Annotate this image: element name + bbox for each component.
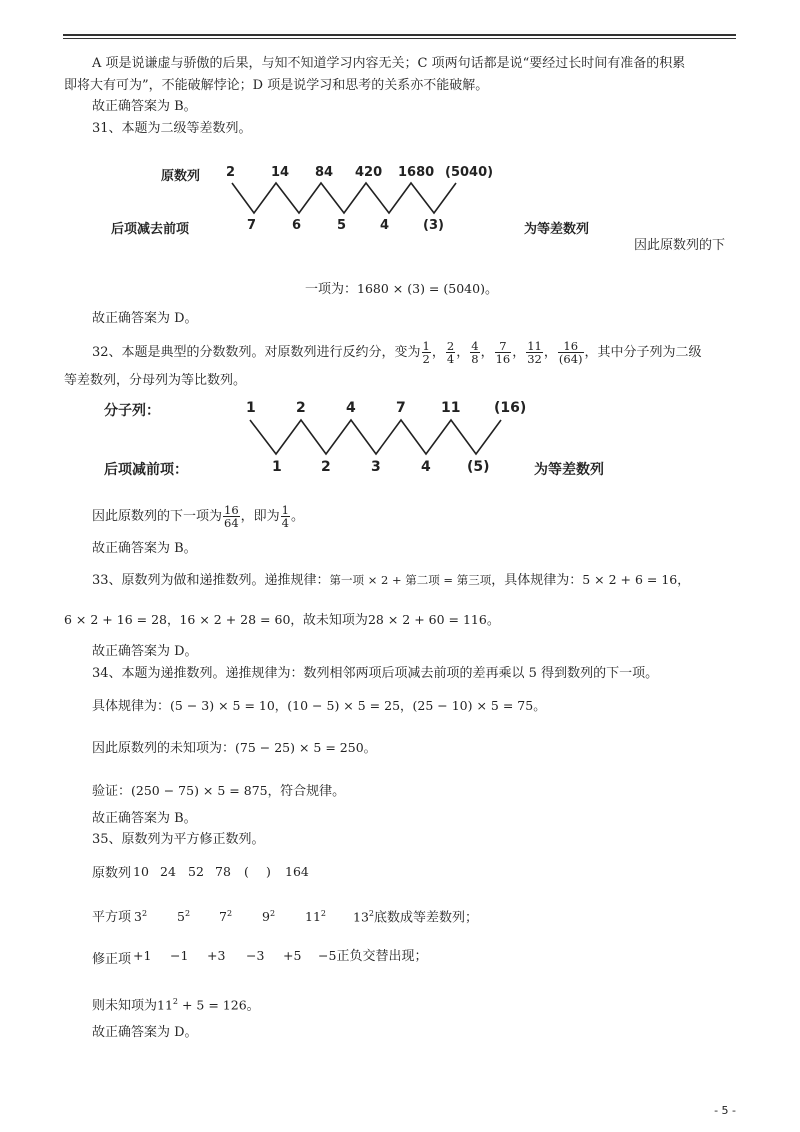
q33-end: 。	[486, 613, 500, 628]
q35-sq-4-base: 11	[305, 909, 321, 925]
q31-row1-v5: (5040)	[445, 165, 494, 180]
q35-sq-0	[134, 906, 147, 925]
q32-row1-v4: 11	[441, 400, 461, 416]
q32-row1-v0: 1	[246, 400, 256, 416]
q31-row1-v3: 420	[355, 165, 383, 180]
q32-zigzag	[0, 0, 800, 500]
q34-title: 34、本题为递推数列。递推规律为：数列相邻两项后项减去前项的差再乘以 5 得到数列的下一项。	[92, 666, 659, 681]
q35-orig-0: 10	[133, 864, 149, 879]
q35-sq-2-exp: 2	[226, 909, 233, 918]
q32-row2-v3: 4	[421, 459, 431, 475]
q32-row1-v2: 4	[346, 400, 356, 416]
q33-text-c: 故未知项为	[302, 613, 368, 628]
q31-next-expr: 1680 × (3) = (5040)	[357, 281, 485, 296]
q32-next-frac2-den: 4	[281, 516, 289, 530]
q34-next-expr: (75 − 25) × 5 = 250。	[235, 740, 377, 755]
q32-frac-4-num: 11	[527, 339, 542, 353]
q34-verify-suffix: 符合规律。	[280, 784, 346, 799]
q35-orig-label: 原数列	[92, 866, 132, 881]
q35-next-rest: + 5 = 126	[178, 997, 247, 1013]
q35-sq-5-base: 13	[353, 909, 369, 925]
q35-sq-note: 底数成等差数列；	[374, 910, 479, 926]
q34-rule-prefix: 具体规律为：	[92, 699, 171, 714]
q32-text-b: ，其中分子列为二级	[584, 345, 702, 360]
q35-answer: 故正确答案为 D。	[92, 1025, 198, 1040]
q31-answer: 故正确答案为 D。	[92, 311, 198, 326]
q32-next-frac-num: 16	[224, 503, 239, 517]
q32-frac-2-den: 8	[471, 352, 479, 366]
q34-rule	[92, 698, 546, 715]
q31-row2-v2: 5	[337, 218, 347, 233]
q35-sq-3	[262, 906, 275, 925]
q33-line1	[92, 572, 690, 589]
q32-next-frac-den: 64	[224, 516, 239, 530]
q32-answer: 故正确答案为 B。	[92, 541, 197, 556]
q32-line2: 等差数列，分母列为等比数列。	[64, 373, 247, 388]
q35-sq-4-exp: 2	[320, 909, 326, 918]
q35-sq-1	[177, 906, 190, 925]
q32-row2-v2: 3	[371, 459, 381, 475]
q32-frac-4-den: 32	[527, 352, 542, 366]
q35-next-suffix: 。	[246, 998, 260, 1014]
q31-title: 31、本题为二级等差数列。	[92, 121, 252, 136]
q35-next-prefix: 则未知项为	[92, 998, 158, 1014]
q35-fix-note: 正负交替出现；	[336, 949, 428, 964]
q32-next-prefix: 因此原数列的下一项为	[92, 509, 223, 524]
q33-expr3: 28 × 2 + 60 = 116	[367, 612, 487, 627]
q35-sq-label: 平方项	[92, 910, 132, 925]
q34-verify-expr: (250 − 75) × 5 = 875，	[131, 783, 281, 798]
q35-sq-0-exp: 2	[141, 909, 148, 918]
q35-sq-2-base: 7	[219, 909, 227, 925]
q32-row2-v0: 1	[272, 459, 282, 475]
q35-sq-0-base: 3	[134, 909, 142, 925]
q32-frac-1-num: 2	[446, 339, 455, 353]
q35-fix-1: −1	[170, 948, 189, 963]
q35-orig-1: 24	[160, 864, 176, 879]
q31-row1-v0: 2	[226, 165, 236, 180]
q35-orig-2: 52	[188, 864, 204, 879]
q32-frac-2-num: 4	[471, 339, 479, 353]
q31-row2-label: 后项减去前项	[111, 222, 190, 237]
q35-sq-1-base: 5	[177, 909, 185, 925]
q34-next	[92, 740, 376, 757]
q32-next-frac2-num: 1	[281, 503, 289, 517]
q35-fix-3: −3	[246, 948, 265, 963]
q32-frac-0-den: 2	[422, 352, 430, 366]
q32-frac-3-num: 7	[495, 340, 512, 353]
q32-line1: 32、本题是典型的分数数列。对原数列进行反约分，变为 $\frac{1}{2}$ ， $\frac{2}{4}$ ， $\frac{4}{8}$ ， $\frac{7}{16}$ ， $\frac{11}{32}$ ， $\frac{16}{(64)}$ ，其中分子列为二级	[92, 339, 702, 366]
q31-row1-v4: 1680	[398, 165, 435, 180]
q31-row2-note: 为等差数列	[524, 222, 590, 237]
q32-next-mid: ，即为	[240, 509, 280, 524]
q35-orig-5: )	[266, 864, 271, 879]
q35-orig-3: 78	[215, 864, 231, 879]
q33-expr1: 5 × 2 + 6 = 16，	[582, 572, 690, 587]
q32-row2-note: 为等差数列	[534, 462, 604, 478]
q32-row1-v5: (16)	[494, 400, 527, 416]
q31-trail: 因此原数列的下	[634, 238, 726, 253]
q35-orig-4: (	[244, 864, 249, 879]
q31-row1-label: 原数列	[161, 169, 201, 184]
q32-frac-5-den: (64)	[558, 352, 583, 366]
q32-row2-v4: (5)	[467, 459, 490, 475]
q32-frac-0-num: 1	[422, 339, 430, 353]
q35-fix-2: +3	[207, 948, 226, 963]
q31-next-suffix: 。	[484, 282, 498, 297]
q33-text-b: ，具体规律为：	[491, 573, 583, 588]
q35-next-exp: 2	[172, 997, 179, 1006]
q35-fix-4: +5	[283, 948, 302, 963]
q33-answer: 故正确答案为 D。	[92, 644, 198, 659]
q34-rule-expr: (5 − 3) × 5 = 10，(10 − 5) × 5 = 25，(25 − 10) × 5 = 75。	[170, 698, 546, 713]
q32-row1-label: 分子列：	[104, 403, 160, 419]
q35-sq-1-exp: 2	[184, 909, 191, 918]
q32-row1-v1: 2	[296, 400, 306, 416]
q31-row1-v1: 14	[271, 165, 290, 180]
q32-next-frac	[223, 504, 240, 529]
q35-fix-0: +1	[133, 948, 152, 963]
q35-next-base: 11	[157, 997, 173, 1013]
q35-sq-5-exp: 2	[368, 909, 374, 918]
q35-orig-6: 164	[285, 864, 309, 879]
q34-verify	[92, 783, 345, 800]
q31-row2-v1: 6	[292, 218, 302, 233]
p30-line1: A 项是说谦虚与骄傲的后果，与知不知道学习内容无关；C 项两句话都是说“要经过长时间有准备的积累	[92, 56, 686, 71]
q32-frac-3-den: 16	[495, 352, 511, 366]
p30-answer: 故正确答案为 B。	[92, 99, 197, 114]
q35-sq-3-exp: 2	[269, 909, 276, 918]
q33-text-a: 33、原数列为做和递推数列。递推规律：	[92, 573, 330, 588]
q32-row2-label: 后项减前项：	[104, 462, 188, 478]
q32-frac-1-den: 4	[446, 352, 455, 366]
q32-frac-5-num: 16	[558, 340, 584, 353]
q34-verify-prefix: 验证：	[92, 784, 132, 799]
q35-sq-2	[219, 906, 232, 925]
q35-sq-4	[305, 906, 326, 925]
q35-sq-3-base: 9	[262, 909, 270, 925]
q32-text-a: 32、本题是典型的分数数列。对原数列进行反约分，变为	[92, 345, 421, 360]
q31-row2-v3: 4	[380, 218, 390, 233]
q32-next-suffix: 。	[291, 509, 305, 524]
q33-line2	[64, 612, 500, 629]
q33-expr2: 6 × 2 + 16 = 28，16 × 2 + 28 = 60，	[64, 612, 303, 627]
page-number: - 5 -	[714, 1104, 736, 1117]
q35-title: 35、原数列为平方修正数列。	[92, 832, 265, 847]
q31-next-prefix: 一项为：	[305, 282, 358, 297]
q32-next	[92, 504, 304, 530]
q34-next-prefix: 因此原数列的未知项为：	[92, 741, 236, 756]
q35-fix-label: 修正项	[92, 952, 132, 967]
q32-row1-v3: 7	[396, 400, 406, 416]
q31-row1-v2: 84	[315, 165, 334, 180]
q31-row2-v0: 7	[247, 218, 257, 233]
q35-fix-5-val: −5	[318, 948, 337, 963]
p30-line2: 即将大有可为”，不能破解悖论；D 项是说学习和思考的关系亦不能破解。	[64, 78, 489, 93]
q35-sq-5	[353, 906, 478, 926]
q32-row2-v1: 2	[321, 459, 331, 475]
q34-answer: 故正确答案为 B。	[92, 811, 197, 826]
q33-rule: 第一项 × 2 + 第二项 = 第三项	[329, 573, 492, 587]
q35-fix-5	[318, 948, 427, 965]
q32-next-frac2	[281, 504, 290, 529]
q31-row2-v4: (3)	[423, 218, 444, 233]
q35-next	[92, 994, 260, 1014]
